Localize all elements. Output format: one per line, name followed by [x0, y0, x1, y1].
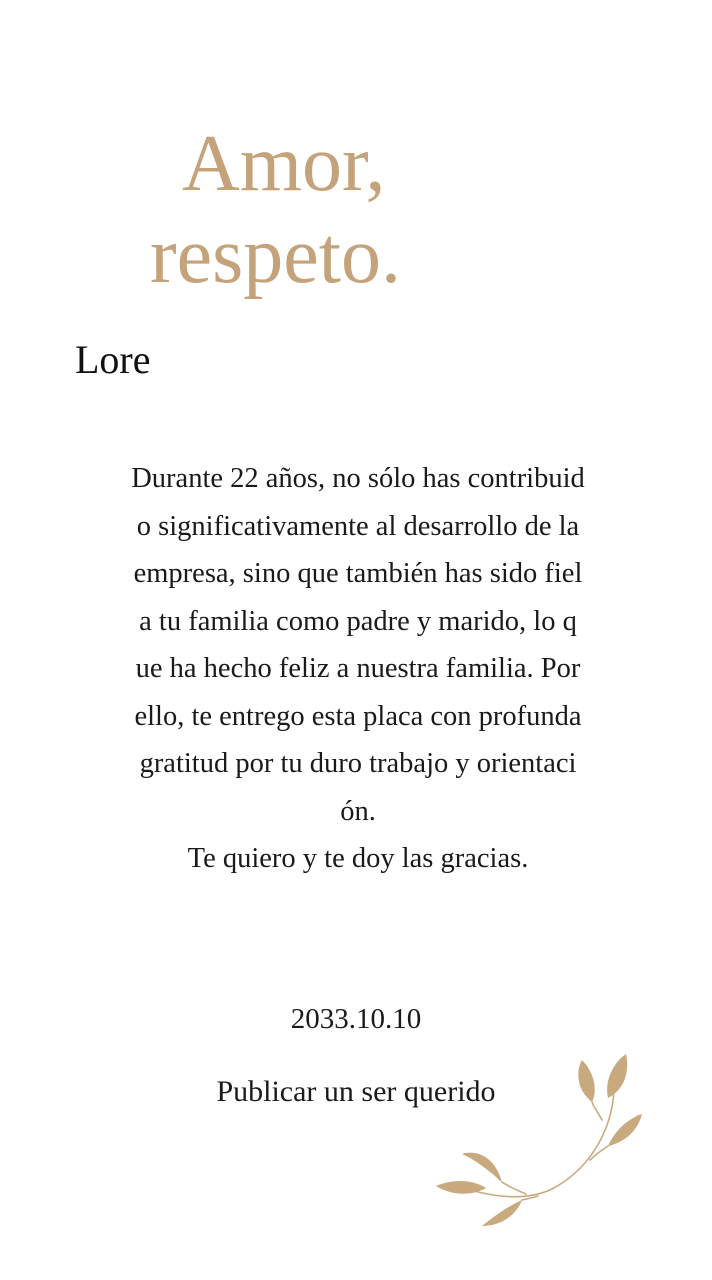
signature: Publicar un ser querido: [216, 1075, 496, 1108]
message-line: ue ha hecho feliz a nuestra familia. Por: [135, 653, 581, 684]
message-line: gratitud por tu duro trabajo y orientaci: [139, 748, 577, 779]
message-line: ón.: [340, 795, 376, 827]
leaf-sprig-icon: [430, 1050, 650, 1230]
message-line: a tu familia como padre y marido, lo q: [139, 605, 577, 637]
date: 2033.10.10: [290, 1003, 422, 1035]
recipient-name: Lore: [75, 337, 151, 382]
message-line: o significativamente al desarrollo de la: [136, 510, 580, 542]
message-line: ello, te entrego esta placa con profunda: [134, 700, 582, 732]
message-line: empresa, sino que también has sido fiel: [133, 558, 583, 589]
title-line-2: respeto.: [150, 212, 402, 300]
message-closing: Te quiero y te doy las gracias.: [187, 843, 529, 874]
message-line: Durante 22 años, no sólo has contribuid: [131, 463, 585, 494]
message-body: [80, 455, 636, 883]
title-line-1: Amor,: [182, 120, 386, 208]
